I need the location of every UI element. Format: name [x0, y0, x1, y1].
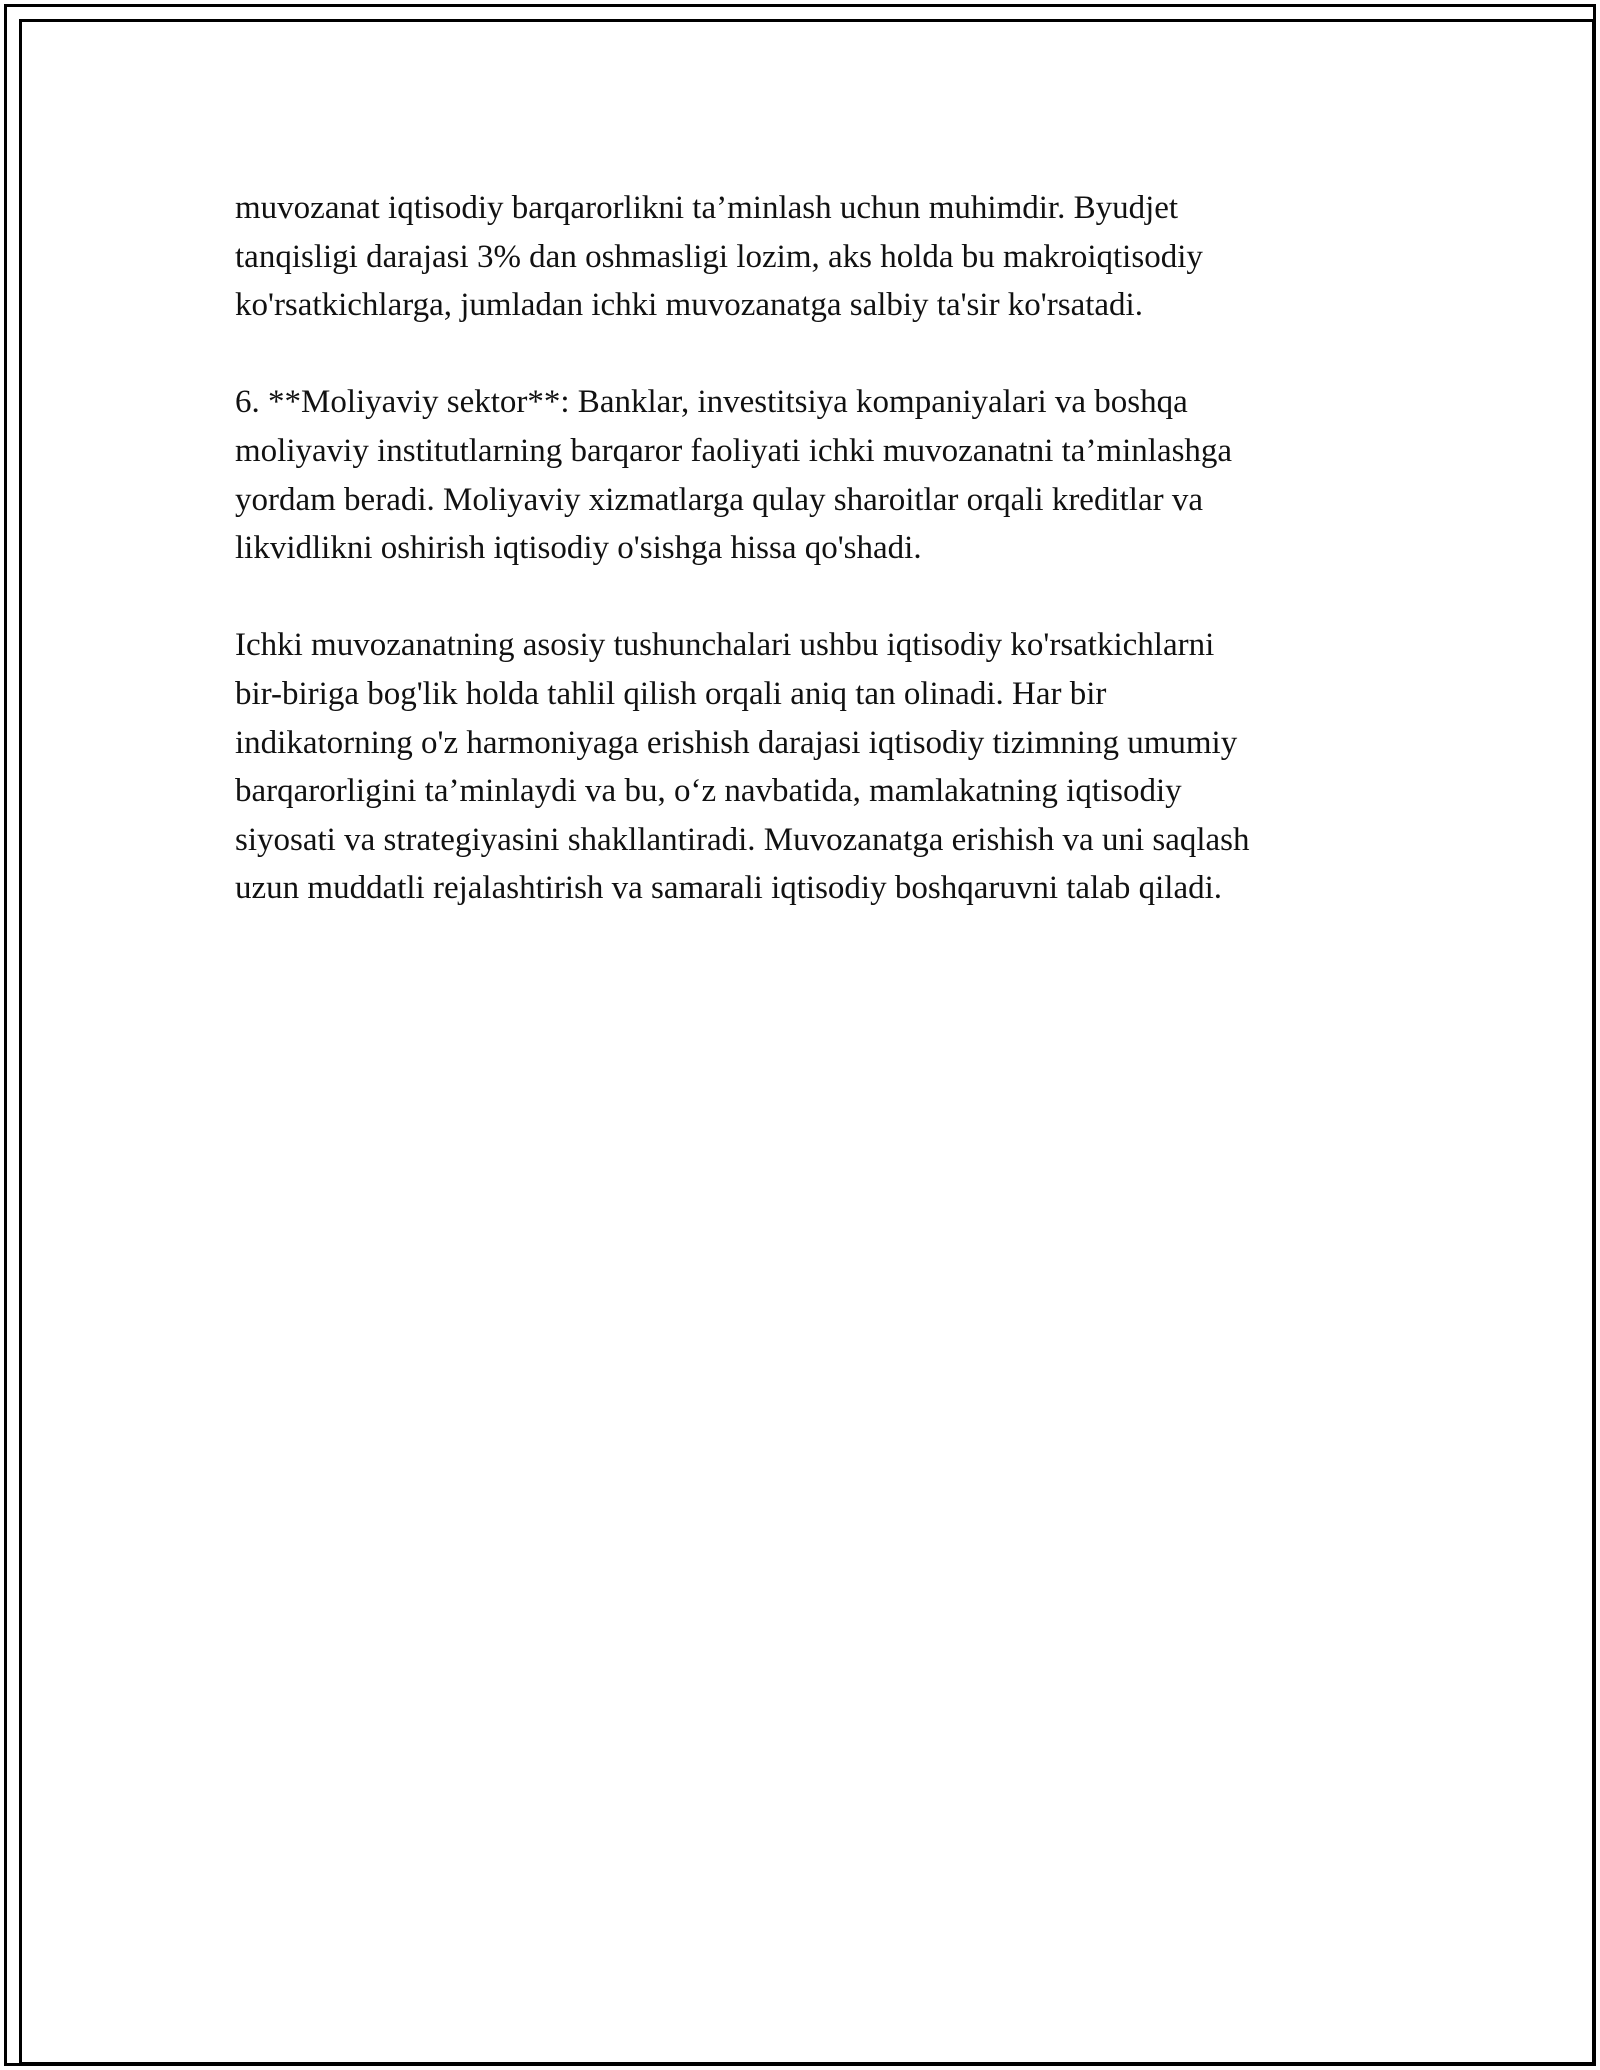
text-line: ko'rsatkichlarga, jumladan ichki muvozanatga salbiy ta'sir ko'rsatadi.: [235, 287, 1143, 324]
text-line: indikatorning o'z harmoniyaga erishish darajasi iqtisodiy tizimning umumiy: [235, 724, 1238, 761]
text-line: muvozanat iqtisodiy barqarorlikni ta’minlash uchun muhimdir. Byudjet: [235, 190, 1179, 226]
text-line: siyosati va strategiyasini shakllantiradi. Muvozanatga erishish va uni saqlash: [235, 821, 1250, 858]
text-line: uzun muddatli rejalashtirish va samarali iqtisodiy boshqaruvni talab qiladi.: [235, 870, 1223, 907]
text-line: likvidlikni oshirish iqtisodiy o'sishga hissa qo'shadi.: [235, 530, 922, 567]
text-line: barqarorligini ta’minlaydi va bu, o‘z navbatida, mamlakatning iqtisodiy: [235, 773, 1182, 810]
text-line: bir-biriga bog'lik holda tahlil qilish orqali aniq tan olinadi. Har bir: [235, 675, 1107, 712]
paragraph-budget-deficit: [235, 184, 1405, 330]
text-line: yordam beradi. Moliyaviy xizmatlarga qulay sharoitlar orqali kreditlar va: [235, 481, 1203, 518]
text-line: 6. **Moliyaviy sektor**: Banklar, investitsiya kompaniyalari va boshqa: [235, 384, 1188, 421]
text-line: moliyaviy institutlarning barqaror faoliyati ichki muvozanatni ta’minlashga: [235, 432, 1233, 469]
text-line: Ichki muvozanatning asosiy tushunchalari ushbu iqtisodiy ko'rsatkichlarni: [235, 627, 1215, 664]
text-line: tanqisligi darajasi 3% dan oshmasligi lozim, aks holda bu makroiqtisodiy: [235, 238, 1203, 275]
document-body: [235, 184, 1405, 962]
paragraph-financial-sector: [235, 378, 1405, 572]
paragraph-conclusion: [235, 621, 1405, 913]
